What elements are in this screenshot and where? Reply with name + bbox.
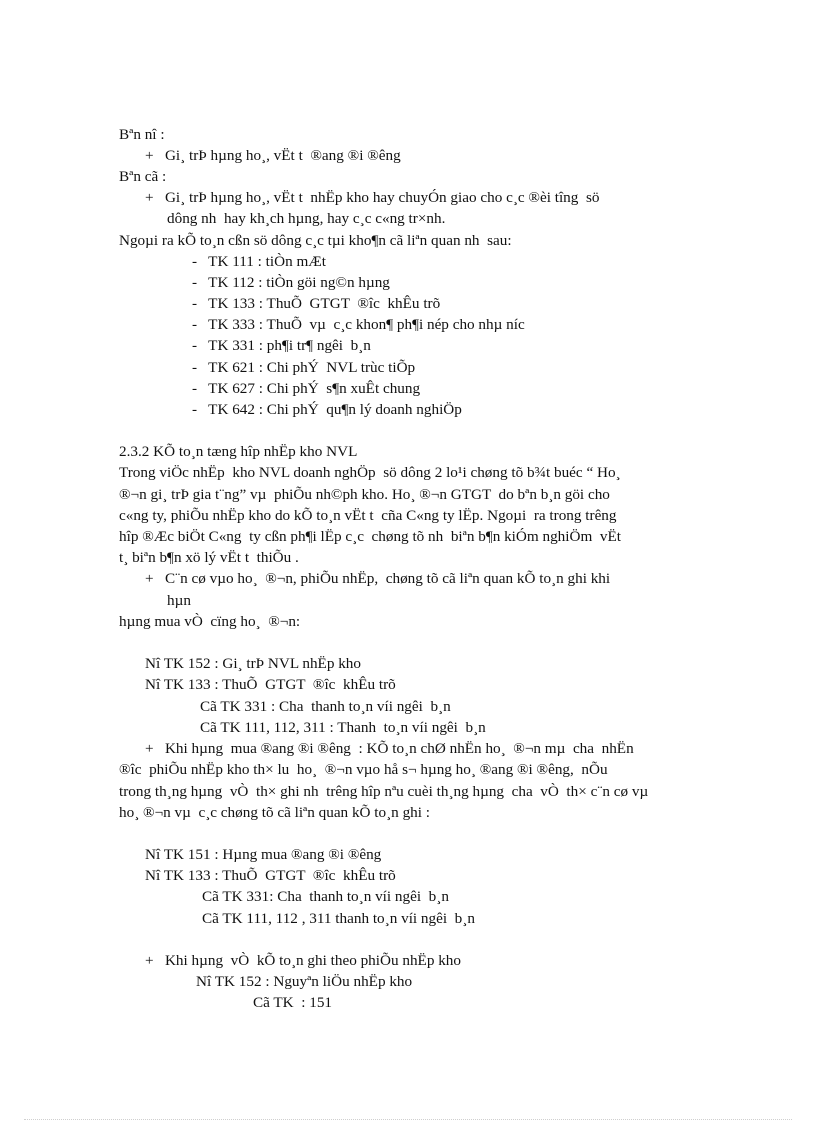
text-line: Trong viÖc nhËp kho NVL doanh nghÖp sö dông 2 lo¹i chøng tõ b¾t buéc “ Ho¸	[119, 464, 621, 481]
bullet-line: + Khi hµng vÒ kÕ to¸n ghi theo phiÕu nhËp kho	[145, 952, 461, 969]
text-line: ®¬n gi¸ trÞ gia t¨ng” vµ phiÕu nh©ph kho. Ho¸ ®¬n GTGT do bªn b¸n göi cho	[119, 486, 610, 503]
bullet-line: + Gi¸ trÞ hµng ho¸, vËt t ®ang ®i ®êng	[145, 147, 401, 164]
list-item: - TK 133 : ThuÕ GTGT ®îc khÊu trõ	[192, 295, 441, 312]
list-item: - TK 642 : Chi phÝ qu¶n lý doanh nghiÖp	[192, 401, 462, 418]
list-item: - TK 111 : tiÒn mÆt	[192, 253, 327, 270]
bullet-line: + Khi hµng mua ®ang ®i ®êng : KÕ to¸n chØ nhËn ho¸ ®¬n mµ cha nhËn	[145, 740, 634, 757]
text-line: dông nh hay kh¸ch hµng, hay c¸c c«ng tr×nh.	[167, 210, 446, 227]
list-item: - TK 621 : Chi phÝ NVL trùc tiÕp	[192, 359, 416, 376]
list-item: - TK 333 : ThuÕ vµ c¸c khon¶ ph¶i nép cho nhµ níc	[192, 316, 525, 333]
entry-line: Cã TK 331: Cha thanh to¸n víi ngêi b¸n	[202, 888, 449, 905]
text-line: ®îc phiÕu nhËp kho th× lu ho¸ ®¬n vµo hå s¬ hµng ho¸ ®ang ®i ®êng, nÕu	[119, 761, 608, 778]
entry-line: Nî TK 151 : Hµng mua ®ang ®i ®êng	[145, 846, 382, 863]
entry-line: Cã TK 331 : Cha thanh to¸n víi ngêi b¸n	[200, 698, 451, 715]
section-heading: 2.3.2 KÕ to¸n tæng hîp nhËp kho NVL	[119, 443, 358, 460]
entry-line: Nî TK 133 : ThuÕ GTGT ®îc khÊu trõ	[145, 676, 396, 693]
text-line: Ngoµi ra kÕ to¸n cßn sö dông c¸c tµi kho¶n cã liªn quan nh sau:	[119, 232, 512, 249]
text-line: hµng mua vÒ cïng ho¸ ®¬n:	[119, 613, 301, 630]
text-line: hîp ®Æc biÖt C«ng ty cßn ph¶i lËp c¸c chøng tõ nh biªn b¶n kiÓm nghiÖm vËt	[119, 528, 621, 545]
bullet-line: + Gi¸ trÞ hµng ho¸, vËt t nhËp kho hay chuyÓn giao cho c¸c ®èi tîng sö	[145, 189, 600, 206]
text-line: Bªn nî :	[119, 126, 165, 143]
page-bottom-border	[24, 1119, 792, 1120]
entry-line: Nî TK 152 : Nguyªn liÖu nhËp kho	[196, 973, 413, 990]
bullet-line: + C¨n cø vµo ho¸ ®¬n, phiÕu nhËp, chøng tõ cã liªn quan kÕ to¸n ghi khi	[145, 570, 611, 587]
text-line: c«ng ty, phiÕu nhËp kho do kÕ to¸n vËt t cña C«ng ty lËp. Ngoµi ra trong trêng	[119, 507, 617, 524]
list-item: - TK 627 : Chi phÝ s¶n xuÊt chung	[192, 380, 421, 397]
text-line: ho¸ ®¬n vµ c¸c chøng tõ cã liªn quan kÕ to¸n ghi :	[119, 804, 430, 821]
entry-line: Cã TK 111, 112, 311 : Thanh to¸n víi ngêi b¸n	[200, 719, 486, 736]
text-line: t¸ biªn b¶n xö lý vËt t thiÕu .	[119, 549, 299, 566]
list-item: - TK 331 : ph¶i tr¶ ngêi b¸n	[192, 337, 371, 354]
text-line: Bªn cã :	[119, 168, 167, 185]
text-line: hµn	[167, 592, 191, 609]
entry-line: Cã TK : 151	[253, 994, 333, 1011]
list-item: - TK 112 : tiÒn göi ng©n hµng	[192, 274, 390, 291]
entry-line: Nî TK 133 : ThuÕ GTGT ®îc khÊu trõ	[145, 867, 396, 884]
entry-line: Cã TK 111, 112 , 311 thanh to¸n víi ngêi b¸n	[202, 910, 475, 927]
text-line: trong th¸ng hµng vÒ th× ghi nh trêng hîp nªu cuèi th¸ng hµng cha vÒ th× c¨n cø vµ	[119, 783, 649, 800]
entry-line: Nî TK 152 : Gi¸ trÞ NVL nhËp kho	[145, 655, 361, 672]
